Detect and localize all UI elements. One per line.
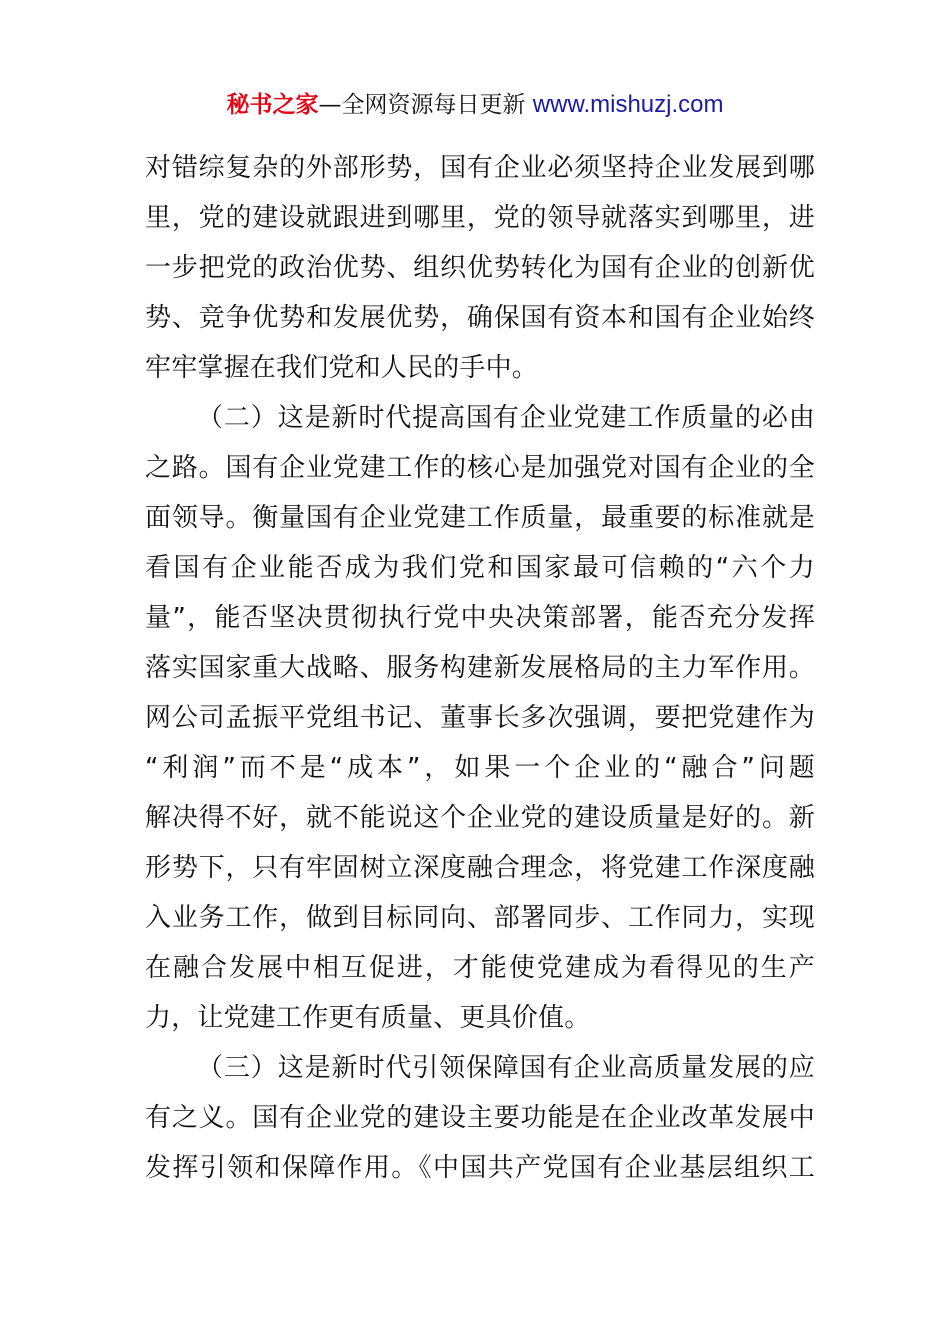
text-line: 之路。国有企业党建工作的核心是加强党对国有企业的全 — [145, 453, 815, 483]
text-line: 落实国家重大战略、服务构建新发展格局的主力军作用。 — [145, 653, 815, 683]
text-line: 面领导。衡量国有企业党建工作质量，最重要的标准就是 — [145, 503, 815, 533]
text-line: 势、竞争优势和发展优势，确保国有资本和国有企业始终 — [145, 303, 815, 333]
text-line: 网公司孟振平党组书记、董事长多次强调，要把党建作为 — [145, 703, 815, 733]
text-line: 看国有企业能否成为我们党和国家最可信赖的“六个力 — [145, 553, 815, 583]
text-line: 解决得不好，就不能说这个企业党的建设质量是好的。新 — [145, 803, 815, 833]
text-line: 入业务工作，做到目标同向、部署同步、工作同力，实现 — [145, 903, 815, 933]
text-line: 量”，能否坚决贯彻执行党中央决策部署，能否充分发挥 — [145, 603, 815, 633]
text-line: 一步把党的政治优势、组织优势转化为国有企业的创新优 — [145, 253, 815, 283]
text-line: 发挥引领和保障作用。《中国共产党国有企业基层组织工 — [145, 1153, 815, 1183]
text-line: 形势下，只有牢固树立深度融合理念，将党建工作深度融 — [145, 853, 815, 883]
site-brand: 秘书之家 — [226, 92, 319, 118]
text-line: 里，党的建设就跟进到哪里，党的领导就落实到哪里，进 — [145, 203, 815, 233]
page-header — [0, 88, 950, 122]
document-body — [145, 143, 815, 1193]
text-line: （二）这是新时代提高国有企业党建工作质量的必由 — [197, 403, 815, 433]
text-line: 牢牢掌握在我们党和人民的手中。 — [145, 353, 539, 383]
text-line: （三）这是新时代引领保障国有企业高质量发展的应 — [197, 1053, 815, 1083]
text-line: 有之义。国有企业党的建设主要功能是在企业改革发展中 — [145, 1103, 815, 1133]
text-line: 力，让党建工作更有质量、更具价值。 — [145, 1003, 591, 1033]
text-line: “利润”而不是“成本”，如果一个企业的“融合”问题 — [145, 753, 815, 783]
header-tagline: 全网资源每日更新 — [341, 92, 533, 118]
site-url-link[interactable]: www.mishuzj.com — [532, 91, 724, 118]
text-line: 在融合发展中相互促进，才能使党建成为看得见的生产 — [145, 953, 815, 983]
text-line: 对错综复杂的外部形势，国有企业必须坚持企业发展到哪 — [145, 153, 815, 183]
header-dash: — — [318, 92, 342, 118]
